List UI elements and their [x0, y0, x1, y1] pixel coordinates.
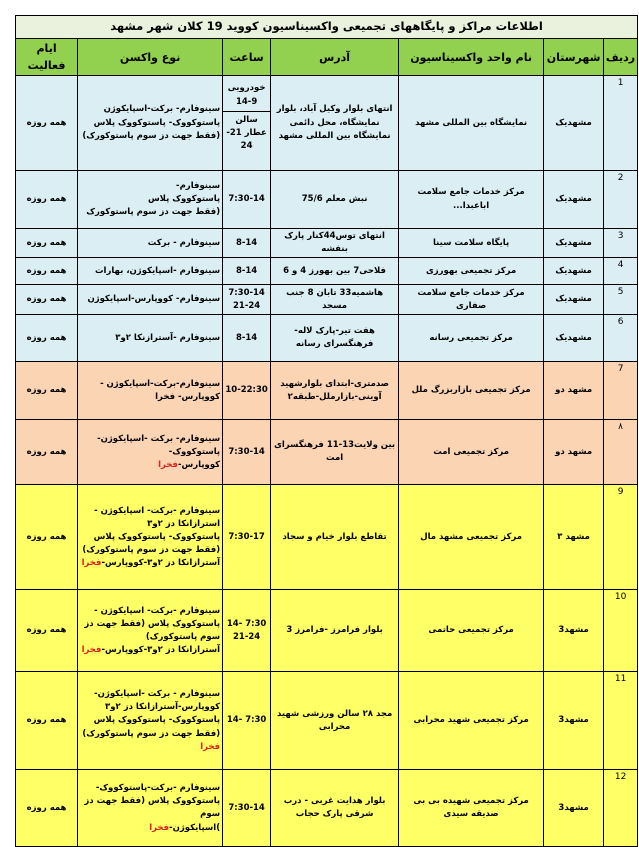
- vaccine-text: سینوفارم-: [176, 180, 221, 191]
- vaccine-line: [80, 518, 220, 531]
- city-cell: مشهدیک: [544, 229, 604, 258]
- vaccine-line: [80, 130, 220, 143]
- row-number: 12: [604, 770, 638, 847]
- hours-value: سالن عطار 21-24: [226, 114, 267, 152]
- vaccine-text: آسترازانکا دز ۲و۳-کووپارس-: [101, 558, 221, 569]
- active-days-cell: همه روزه: [16, 485, 78, 590]
- header-row-number: ردیف: [604, 39, 638, 76]
- address-cell: انتهای بلوار وکیل آباد، بلوار نمایشگاه، محل دائمی نمایشگاه بین المللی مشهد: [271, 76, 399, 171]
- center-name-cell: مرکز خدمات جامع سلامت اباعبدا...: [399, 171, 544, 229]
- city-cell: مشهدیک: [544, 315, 604, 362]
- vaccine-line: [80, 544, 220, 557]
- vaccine-text: کووپارس- فخرا: [155, 391, 221, 402]
- vaccine-text: (فقط جهت دز سوم پاستوکورک): [82, 130, 221, 141]
- address-cell: بلوار هدایت غربی - درب شرقی پارک حجاب: [271, 770, 399, 847]
- row-number: 10: [604, 590, 638, 672]
- hours-value: 8-14: [235, 332, 258, 343]
- row-number: 7: [604, 362, 638, 420]
- vaccine-text: پاستوکووک پلاس (فقط جهت دز: [84, 618, 221, 629]
- active-days-cell: همه روزه: [16, 590, 78, 672]
- vaccine-highlight: فخرا: [149, 822, 170, 833]
- hours-cell: [223, 315, 271, 362]
- table-row: [16, 420, 638, 485]
- vaccine-line: [80, 433, 220, 446]
- vaccine-line: [80, 117, 220, 130]
- vaccine-line: [80, 332, 220, 345]
- vaccine-text: سینوفارم-برکت-اسپایکوژن -: [100, 378, 221, 389]
- address-cell: تقاطع بلوار خیام و سجاد: [271, 485, 399, 590]
- center-name-cell: مرکز تجمیعی شهیده بی بی صدیقه سیدی: [399, 770, 544, 847]
- city-cell: مشهد3: [544, 770, 604, 847]
- city-cell: مشهد3: [544, 672, 604, 770]
- vaccine-type-cell: [78, 420, 223, 485]
- vaccine-type-cell: [78, 362, 223, 420]
- vaccine-line: [80, 459, 220, 472]
- table-row: [16, 285, 638, 315]
- active-days-cell: همه روزه: [16, 362, 78, 420]
- city-cell: مشهد دو: [544, 420, 604, 485]
- address-cell: هفت تیر-پارک لاله- فرهنگسرای رسانه: [271, 315, 399, 362]
- table-row: [16, 770, 638, 847]
- center-name-cell: نمایشگاه بین المللی مشهد: [399, 76, 544, 171]
- table-row: [16, 362, 638, 420]
- center-name-cell: مرکز تجمیعی مشهد مال: [399, 485, 544, 590]
- hours-cell: [223, 362, 271, 420]
- vaccine-line: [80, 605, 220, 618]
- header-city: شهرستان: [544, 39, 604, 76]
- row-number: 1: [604, 76, 638, 171]
- vaccine-text: سینوفارم- کووپارس-اسپایکوژن: [87, 294, 221, 305]
- vaccine-text: کووپارس-آسترازانکا دز ۲و۳: [105, 702, 221, 713]
- row-number: 4: [604, 258, 638, 285]
- city-cell: مشهدیک: [544, 258, 604, 285]
- vaccine-line: [80, 741, 220, 754]
- vaccine-line: [80, 631, 220, 644]
- active-days-cell: همه روزه: [16, 258, 78, 285]
- hours-value: 8-14: [235, 265, 258, 276]
- hours-cell: [223, 171, 271, 229]
- vaccine-type-cell: [78, 485, 223, 590]
- center-name-cell: مرکز تجمیعی بهورزی: [399, 258, 544, 285]
- city-cell: مشهد3: [544, 590, 604, 672]
- address-cell: نبش معلم 75/6: [271, 171, 399, 229]
- vaccine-highlight: فخرا: [81, 558, 102, 569]
- active-days-cell: همه روزه: [16, 770, 78, 847]
- address-cell: هاشمیه33 تابان 8 جنب مسجد: [271, 285, 399, 315]
- vaccine-line: [80, 644, 220, 657]
- hours-cell: [223, 770, 271, 847]
- header-vaccine-type: نوع واکسن: [78, 39, 223, 76]
- center-name-cell: مرکز تجمیعی بازاربزرگ ملل: [399, 362, 544, 420]
- vaccine-highlight: فخرا: [81, 645, 102, 656]
- hours-cell: [223, 76, 271, 171]
- vaccination-centers-table: [15, 15, 638, 847]
- vaccine-line: [80, 206, 220, 219]
- center-name-cell: مرکز تجمیعی حاتمی: [399, 590, 544, 672]
- address-cell: بلوار فرامرز -فرامرز 3: [271, 590, 399, 672]
- vaccine-line: [80, 557, 220, 570]
- center-name-cell: مرکز تجمیعی شهید محرابی: [399, 672, 544, 770]
- header-center-name: نام واحد واکسیناسیون: [399, 39, 544, 76]
- vaccine-line: [80, 822, 220, 835]
- table-row: [16, 76, 638, 171]
- vaccine-line: [80, 701, 220, 714]
- row-number: 6: [604, 315, 638, 362]
- vaccine-line: [80, 618, 220, 631]
- header-active-days: ایام فعالیت: [16, 39, 78, 76]
- vaccine-type-cell: [78, 672, 223, 770]
- vaccine-type-cell: [78, 229, 223, 258]
- address-cell: صدمتری-ابتدای بلوارشهید آوینی-بازارملل-طبقه۲: [271, 362, 399, 420]
- header-row: [16, 39, 638, 76]
- vaccine-text: پاستوکووک پلاس (فقط جهت دز سوم: [84, 796, 221, 820]
- vaccine-highlight: فخرا: [158, 460, 178, 471]
- vaccine-text: سینوفارم -برکت- اسپایکوژن -: [94, 605, 221, 616]
- vaccine-line: [80, 180, 220, 193]
- city-cell: مشهد دو: [544, 362, 604, 420]
- vaccine-text: سینوفارم - برکت -اسپایکوژن-: [94, 689, 221, 699]
- table-title: اطلاعات مراکز و پایگاههای تجمیعی واکسیناسیون کووید 19 کلان شهر مشهد: [16, 16, 638, 39]
- vaccine-text: (فقط جهت دز سوم پاستوکورک): [82, 545, 221, 556]
- vaccine-text: پاستوکووک- پاستوکووک پلاس: [93, 117, 221, 128]
- vaccine-text: سینوفارم- برکت-اسپایکوژن: [103, 104, 221, 115]
- active-days-cell: همه روزه: [16, 285, 78, 315]
- vaccine-line: [80, 446, 220, 459]
- vaccine-line: [80, 795, 220, 821]
- address-cell: مجد ۲۸ سالن ورزشی شهید محرابی: [271, 672, 399, 770]
- vaccine-line: [80, 293, 220, 306]
- vaccine-type-cell: [78, 76, 223, 171]
- table-row: [16, 485, 638, 590]
- address-cell: بین ولایت13-11 فرهنگسرای امت: [271, 420, 399, 485]
- vaccine-text: پاستوکووک-: [168, 446, 221, 457]
- table-row: [16, 171, 638, 229]
- vaccine-highlight: فخرا: [200, 741, 221, 752]
- vaccine-text: پاستوکووک- پاستوکووک پلاس: [93, 715, 221, 726]
- city-cell: مشهدیک: [544, 76, 604, 171]
- hours-cell: [223, 590, 271, 672]
- vaccine-text: سینوفارم- برکت -اسپایکوژن-: [97, 433, 221, 444]
- center-name-cell: مرکز تجمیعی امت: [399, 420, 544, 485]
- active-days-cell: همه روزه: [16, 420, 78, 485]
- vaccine-line: [80, 728, 220, 741]
- vaccine-line: [80, 193, 220, 206]
- row-number: 11: [604, 672, 638, 770]
- vaccine-text: آسترازانکا دز ۲و۳-کووپارس-: [101, 645, 221, 656]
- vaccine-line: [80, 782, 220, 795]
- vaccine-text: سینوفارم -برکت- اسپایکوژن -: [94, 505, 221, 516]
- row-number: 3: [604, 229, 638, 258]
- center-name-cell: مرکز خدمات جامع سلامت صفاری: [399, 285, 544, 315]
- vaccine-line: [80, 531, 220, 544]
- vaccine-text: کووپارس-: [178, 460, 221, 471]
- hours-value: 7:30 -14: [226, 715, 267, 726]
- hours-value: 21-24: [233, 631, 261, 642]
- hours-value: 10-22:30: [225, 385, 268, 396]
- vaccine-text: استرازانکا دز ۲و۳: [147, 518, 221, 529]
- hours-value: 7:30-14: [228, 802, 265, 813]
- vaccine-text: )اسپایکوژن-: [169, 822, 221, 833]
- hours-value: 8-14: [235, 237, 258, 248]
- table-row: [16, 315, 638, 362]
- vaccine-text: (فقط جهت دز سوم پاستوکورک): [82, 728, 221, 739]
- hours-cell: [223, 420, 271, 485]
- vaccine-text: سینوفارم -آسترازنکا ۲و۳: [115, 332, 221, 343]
- hours-cell: [223, 285, 271, 315]
- vaccine-line: [80, 237, 220, 250]
- address-cell: فلاحی7 بین بهورز 4 و 6: [271, 258, 399, 285]
- table-row: [16, 258, 638, 285]
- vaccine-type-cell: [78, 171, 223, 229]
- vaccine-type-cell: [78, 258, 223, 285]
- center-name-cell: پایگاه سلامت سینا: [399, 229, 544, 258]
- city-cell: مشهد ۳: [544, 485, 604, 590]
- hours-cell: [223, 672, 271, 770]
- vaccine-text: سوم پاستوکورک): [145, 631, 221, 642]
- vaccine-type-cell: [78, 315, 223, 362]
- vaccine-text: (فقط جهت دز سوم پاستوکورک: [86, 207, 221, 218]
- row-number: 9: [604, 485, 638, 590]
- vaccine-line: [80, 714, 220, 727]
- vaccine-type-cell: [78, 590, 223, 672]
- hours-value: 7:30-17: [228, 531, 265, 542]
- header-address: آدرس: [271, 39, 399, 76]
- vaccine-type-cell: [78, 285, 223, 315]
- city-cell: مشهدیک: [544, 171, 604, 229]
- active-days-cell: همه روزه: [16, 229, 78, 258]
- city-cell: مشهدیک: [544, 285, 604, 315]
- vaccine-type-cell: [78, 770, 223, 847]
- vaccine-line: [80, 378, 220, 391]
- hours-cell: [223, 229, 271, 258]
- hours-value: 7:30-14: [228, 446, 265, 457]
- active-days-cell: همه روزه: [16, 76, 78, 171]
- vaccine-line: [80, 265, 220, 278]
- address-cell: انتهای توس44کنار پارک بنفشه: [271, 229, 399, 258]
- hours-value: خودرویی 9-14: [223, 80, 270, 111]
- vaccine-text: سینوفارم -برکت-پاستوکووک-: [95, 783, 221, 794]
- hours-value: 21-24: [233, 300, 261, 311]
- vaccine-text: سینوفارم -اسپایکوژن، بهارات: [95, 265, 221, 276]
- row-number: ۸: [604, 420, 638, 485]
- hours-value: 7:30-14: [228, 287, 265, 298]
- active-days-cell: همه روزه: [16, 315, 78, 362]
- table-row: [16, 229, 638, 258]
- row-number: 2: [604, 171, 638, 229]
- table-row: [16, 590, 638, 672]
- hours-value: 7:30 -14: [226, 618, 267, 629]
- hours-value: 7:30-14: [228, 194, 265, 204]
- vaccine-line: [80, 505, 220, 518]
- header-hours: ساعت: [223, 39, 271, 76]
- vaccine-line: [80, 688, 220, 701]
- active-days-cell: همه روزه: [16, 171, 78, 229]
- vaccine-line: [80, 391, 220, 404]
- vaccine-text: پاستوکووک- پاستوکووک پلاس: [93, 531, 221, 542]
- hours-cell: [223, 258, 271, 285]
- vaccine-text: پاستوکووک پلاس: [147, 194, 221, 204]
- table-row: [16, 672, 638, 770]
- hours-cell: [223, 485, 271, 590]
- vaccination-centers-document: [15, 15, 637, 847]
- active-days-cell: همه روزه: [16, 672, 78, 770]
- vaccine-text: سینوفارم - برکت: [147, 237, 221, 248]
- vaccine-line: [80, 103, 220, 116]
- center-name-cell: مرکز تجمیعی رسانه: [399, 315, 544, 362]
- row-number: 5: [604, 285, 638, 315]
